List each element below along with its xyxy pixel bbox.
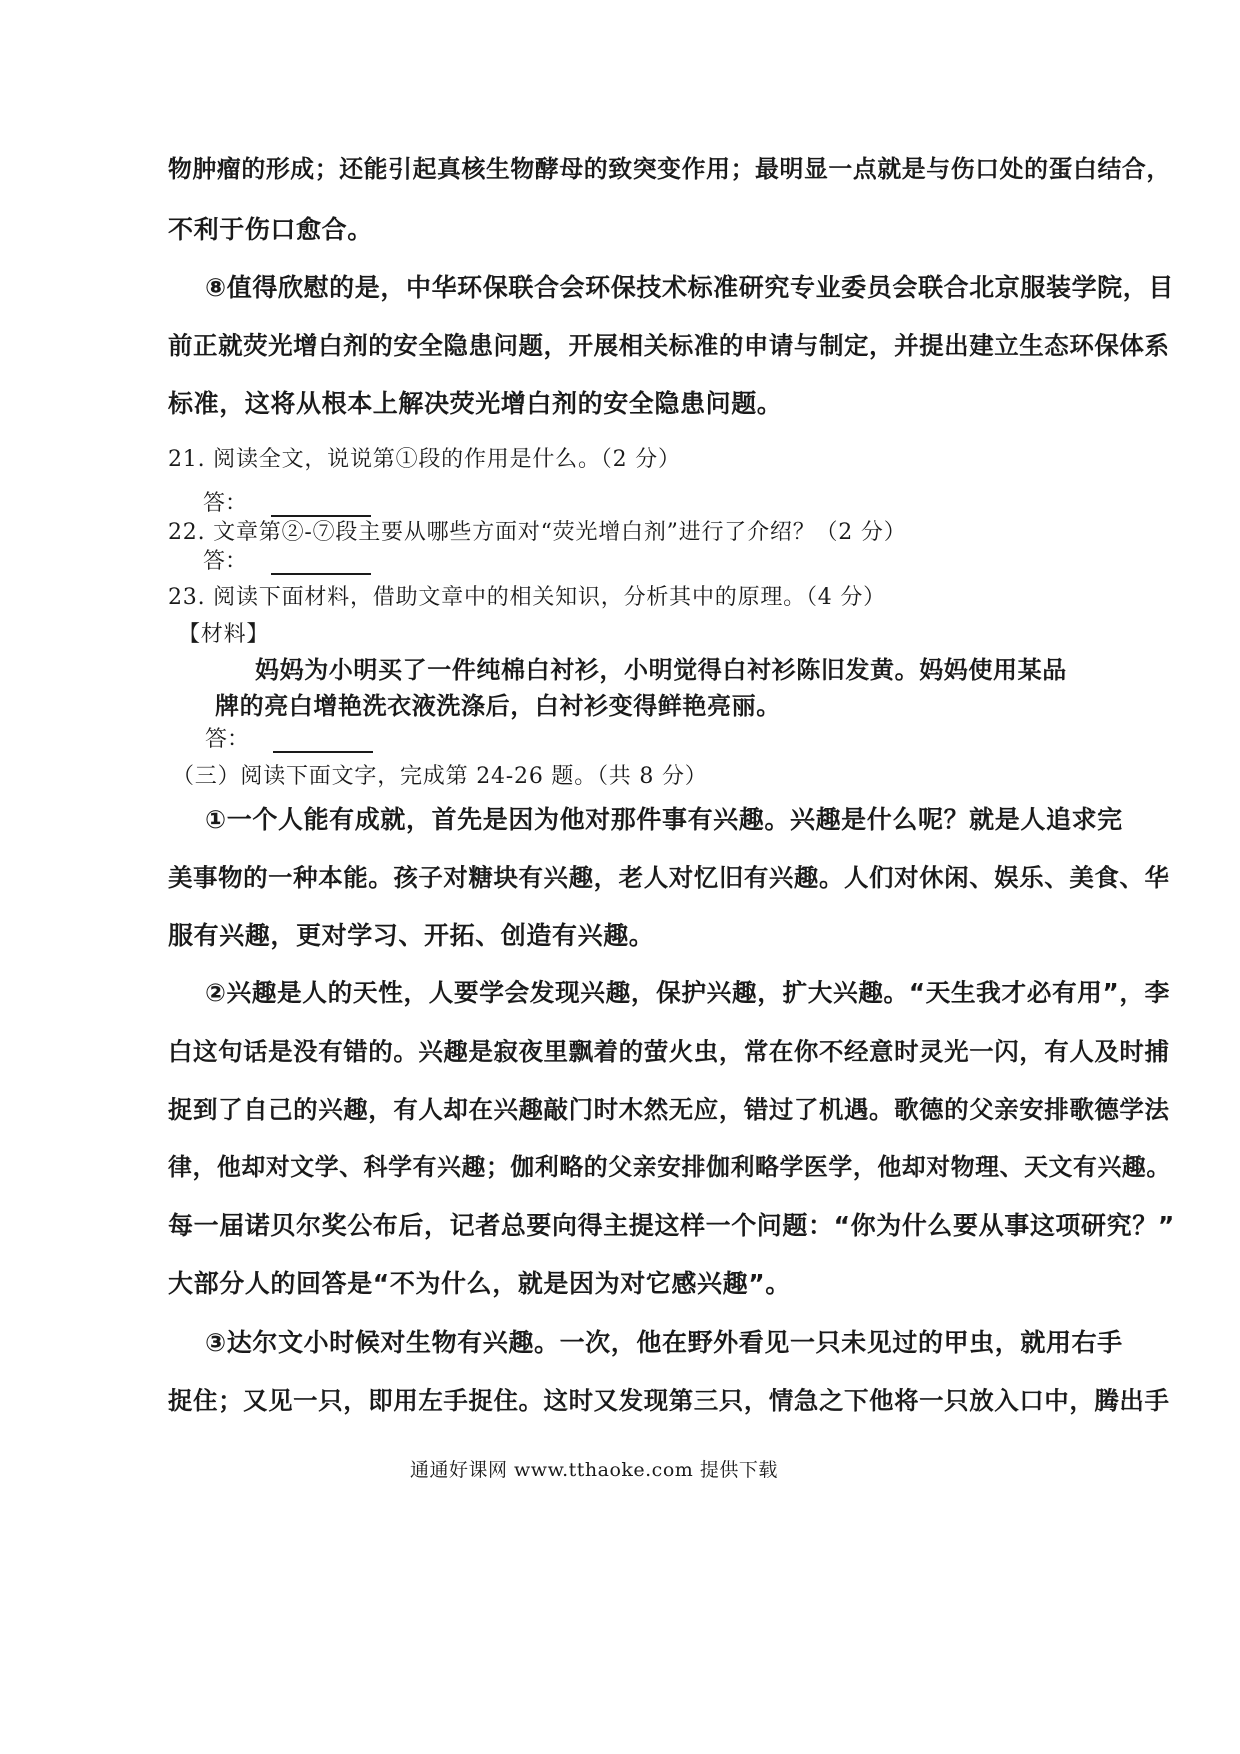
answer-label: 答： bbox=[203, 491, 248, 516]
question-22: 22. 文章第②-⑦段主要从哪些方面对“荧光增白剂”进行了介绍？（2 分） bbox=[168, 520, 907, 545]
paragraph-1-line: 服有兴趣，更对学习、开拓、创造有兴趣。 bbox=[168, 921, 655, 950]
passage-line: 不利于伤口愈合。 bbox=[168, 215, 373, 244]
passage-line: 物肿瘤的形成；还能引起真核生物酵母的致突变作用；最明显一点就是与伤口处的蛋白结合， bbox=[168, 155, 1171, 183]
paragraph-2-line: 每一届诺贝尔奖公布后，记者总要向得主提这样一个问题：“你为什么要从事这项研究？” bbox=[168, 1211, 1175, 1240]
paragraph-1-line: 美事物的一种本能。孩子对糖块有兴趣，老人对忆旧有兴趣。人们对休闲、娱乐、美食、华 bbox=[168, 863, 1170, 892]
page-footer: 通通好课网 www.tthaoke.com 提供下载 bbox=[410, 1459, 778, 1481]
answer-23 bbox=[205, 722, 373, 753]
material-line: 牌的亮白增艳洗衣液洗涤后，白衬衫变得鲜艳亮丽。 bbox=[215, 692, 781, 720]
paragraph-3-line: 捉住；又见一只，即用左手捉住。这时又发现第三只，情急之下他将一只放入口中，腾出手 bbox=[168, 1386, 1170, 1415]
answer-blank[interactable] bbox=[271, 555, 371, 575]
question-23: 23. 阅读下面材料，借助文章中的相关知识，分析其中的原理。（4 分） bbox=[168, 585, 886, 610]
answer-22 bbox=[203, 544, 371, 575]
question-21: 21. 阅读全文，说说第①段的作用是什么。（2 分） bbox=[168, 447, 681, 472]
paragraph-3-line: ③达尔文小时候对生物有兴趣。一次，他在野外看见一只未见过的甲虫，就用右手 bbox=[205, 1328, 1123, 1357]
paragraph-2-line: 律，他却对文学、科学有兴趣；伽利略的父亲安排伽利略学医学，他却对物理、天文有兴趣。 bbox=[168, 1153, 1171, 1181]
answer-label: 答： bbox=[205, 727, 250, 752]
paragraph-2-line: 大部分人的回答是“不为什么，就是因为对它感兴趣”。 bbox=[168, 1269, 791, 1298]
paragraph-2-line: 白这句话是没有错的。兴趣是寂夜里飘着的萤火虫，常在你不经意时灵光一闪，有人及时捕 bbox=[168, 1037, 1170, 1066]
paragraph-8-line: 前正就荧光增白剂的安全隐患问题，开展相关标准的申请与制定，并提出建立生态环保体系 bbox=[168, 331, 1170, 360]
material-line: 妈妈为小明买了一件纯棉白衬衫，小明觉得白衬衫陈旧发黄。妈妈使用某品 bbox=[255, 656, 1067, 684]
section-3-heading: （三）阅读下面文字，完成第 24-26 题。（共 8 分） bbox=[172, 764, 708, 789]
paragraph-8-line: 标准，这将从根本上解决荧光增白剂的安全隐患问题。 bbox=[168, 389, 783, 418]
answer-label: 答： bbox=[203, 549, 248, 574]
paragraph-2-line: 捉到了自己的兴趣，有人却在兴趣敲门时木然无应，错过了机遇。歌德的父亲安排歌德学法 bbox=[168, 1095, 1170, 1124]
material-label: 【材料】 bbox=[178, 622, 270, 647]
answer-21 bbox=[203, 486, 371, 517]
paragraph-2-line: ②兴趣是人的天性，人要学会发现兴趣，保护兴趣，扩大兴趣。“天生我才必有用”，李 bbox=[205, 978, 1170, 1007]
answer-blank[interactable] bbox=[271, 497, 371, 517]
paragraph-8-line: ⑧值得欣慰的是，中华环保联合会环保技术标准研究专业委员会联合北京服装学院，目 bbox=[205, 273, 1174, 302]
answer-blank[interactable] bbox=[273, 733, 373, 753]
paragraph-1-line: ①一个人能有成就，首先是因为他对那件事有兴趣。兴趣是什么呢？就是人追求完 bbox=[205, 805, 1123, 834]
